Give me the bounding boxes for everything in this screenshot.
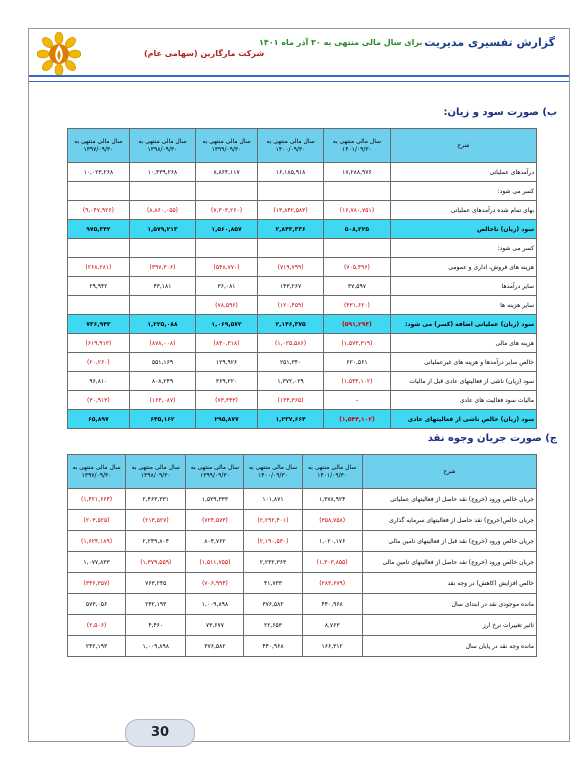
cashflow-col-header-4: سال مالی منتهی به ۱۳۹۸/۰۹/۳۰: [126, 455, 186, 489]
income-row: [68, 391, 537, 410]
cashflow-col-header-3: سال مالی منتهی به ۱۳۹۹/۰۹/۳۰: [186, 455, 244, 489]
income-cell: (۸۷۸,۰۰۸): [129, 334, 195, 353]
income-cell: (۱۳۴,۳۶۵): [257, 391, 323, 410]
income-cell: (۱,۵۴۴,۱۰۲): [324, 410, 390, 429]
income-row: [68, 182, 537, 201]
cashflow-cell: ۴۱,۷۳۳: [244, 573, 302, 594]
cashflow-cell: (۷۲۴,۵۷۳): [186, 510, 244, 531]
income-cell: (۱,۵۴۴,۱۰۲): [324, 372, 390, 391]
cashflow-row: [68, 531, 537, 552]
income-cell: ۱۶,۱۸۵,۹۱۸: [257, 163, 323, 182]
income-cell: ۵۰۸,۲۲۵: [324, 220, 390, 239]
income-row-label: سود (زیان) ناشی از فعالیتهای عادی قبل از مالیات: [390, 372, 536, 391]
cashflow-row-label: جریان خالص ورود (خروج) نقد حاصل از فعالیتهای تامین مالی: [362, 552, 536, 573]
cashflow-statement-title: ج) صورت جریان وجوه نقد: [427, 433, 557, 444]
cashflow-cell: ۲۴۲,۱۹۳: [68, 636, 126, 657]
cashflow-row: [68, 594, 537, 615]
cashflow-cell: ۲,۴۶۳,۳۳۱: [126, 489, 186, 510]
cashflow-row-label: تاثیر تغییرات نرخ ارز: [362, 615, 536, 636]
page-number-badge: [125, 719, 195, 747]
page-number: 30: [150, 725, 170, 740]
income-cell: ۶۲۰,۵۶۱: [324, 353, 390, 372]
income-cell: (۶۱۹,۹۱۳): [68, 334, 130, 353]
income-cell: ۲,۱۴۶,۳۷۵: [257, 315, 323, 334]
income-cell: ۱۰,۰۲۳,۲۶۸: [68, 163, 130, 182]
cashflow-row-label: مانده وجه نقد در پایان سال: [362, 636, 536, 657]
income-row: [68, 372, 537, 391]
income-cell: [196, 182, 258, 201]
income-row: [68, 220, 537, 239]
income-statement-title: ب) صورت سود و زیان:: [443, 107, 557, 118]
income-cell: ۱,۰۶۹,۵۷۲: [196, 315, 258, 334]
income-cell: (۷,۳۰۳,۲۶۰): [196, 201, 258, 220]
cashflow-row: [68, 615, 537, 636]
cashflow-cell: ۳۷۶,۵۸۲: [244, 594, 302, 615]
header-divider-thin: [29, 81, 569, 82]
income-row: [68, 334, 537, 353]
income-cell: (۱۳,۸۴۲,۵۸۳): [257, 201, 323, 220]
cashflow-cell: (۷۰۶,۹۹۴): [186, 573, 244, 594]
income-cell: (۱۲۰,۴۵۹): [257, 296, 323, 315]
income-cell: ۱,۵۷۹,۲۱۳: [129, 220, 195, 239]
income-cell: (۱,۵۷۳,۳۱۹): [324, 334, 390, 353]
cashflow-header-row: [68, 455, 537, 489]
income-cell: ۹۷۵,۳۴۲: [68, 220, 130, 239]
income-cell: ۱۴۳,۲۶۷: [257, 277, 323, 296]
cashflow-cell: (۱,۳۰۳,۸۵۵): [302, 552, 362, 573]
income-cell: (۱۶,۷۸۰,۷۵۱): [324, 201, 390, 220]
cashflow-row-label: جریان خالص(خروج) نقد حاصل از فعالیتهای سرمایه گذاری: [362, 510, 536, 531]
cashflow-cell: ۸۰۴,۷۶۲: [186, 531, 244, 552]
income-cell: (۳۰,۹۱۳): [68, 391, 130, 410]
income-cell: ۵۵۱,۱۶۹: [129, 353, 195, 372]
cashflow-cell: (۲۱۳,۵۲۷): [126, 510, 186, 531]
cashflow-col-header-1: سال مالی منتهی به ۱۴۰۱/۰۹/۳۰: [302, 455, 362, 489]
income-row: [68, 410, 537, 429]
cashflow-col-header-5: سال مالی منتهی به ۱۳۹۷/۰۹/۳۰: [68, 455, 126, 489]
cashflow-row: [68, 552, 537, 573]
income-row-label: هزینه های مالی: [390, 334, 536, 353]
income-row-label: سایر هزینه ها: [390, 296, 536, 315]
cashflow-row: [68, 489, 537, 510]
income-cell: ۱,۲۳۷,۶۶۴: [257, 410, 323, 429]
cashflow-cell: ۴,۴۶۰: [126, 615, 186, 636]
income-cell: ۸,۸۶۴,۱۱۷: [196, 163, 258, 182]
income-cell: ۲,۸۴۳,۳۳۶: [257, 220, 323, 239]
income-cell: ۴۳,۱۸۱: [129, 277, 195, 296]
income-col-header-2: سال مالی منتهی به ۱۴۰۰/۰۹/۳۰: [257, 129, 323, 163]
income-row: [68, 239, 537, 258]
cashflow-cell: ۴۴۰,۹۶۸: [244, 636, 302, 657]
cashflow-col-header-2: سال مالی منتهی به ۱۴۰۰/۰۹/۳۰: [244, 455, 302, 489]
cashflow-cell: (۲۸۳,۶۷۹): [302, 573, 362, 594]
income-cell: ۱,۳۷۲,۰۲۹: [257, 372, 323, 391]
cashflow-cell: ۷۶۳,۲۴۵: [126, 573, 186, 594]
cashflow-cell: ۱,۰۷۷,۸۳۳: [68, 552, 126, 573]
income-row-label: هزینه های فروش، اداری و عمومی: [390, 258, 536, 277]
income-col-header-0: شرح: [390, 129, 536, 163]
cashflow-cell: ۱۰۱,۸۷۱: [244, 489, 302, 510]
income-row-label: کسر می شود:: [390, 239, 536, 258]
income-cell: ۱,۵۶۰,۸۵۷: [196, 220, 258, 239]
income-cell: ۶۵,۸۹۷: [68, 410, 130, 429]
cashflow-row: [68, 636, 537, 657]
income-cell: ۳۶,۰۸۱: [196, 277, 258, 296]
income-cell: ۶۴۵,۱۶۲: [129, 410, 195, 429]
cashflow-row: [68, 510, 537, 531]
cashflow-cell: (۳۵۸,۷۵۸): [302, 510, 362, 531]
income-cell: (۷۳,۳۴۳): [196, 391, 258, 410]
income-cell: ۳۶۹,۲۲۰: [196, 372, 258, 391]
income-cell: [129, 239, 195, 258]
cashflow-cell: (۳۴۶,۳۵۷): [68, 573, 126, 594]
cashflow-row: [68, 573, 537, 594]
income-cell: [68, 239, 130, 258]
company-logo-icon: [37, 32, 81, 76]
cashflow-cell: (۲,۱۹۰,۵۳۰): [244, 531, 302, 552]
income-cell: ۱۷,۲۸۸,۹۷۶: [324, 163, 390, 182]
income-cell: [196, 239, 258, 258]
income-cell: ۷۳۶,۹۴۳: [68, 315, 130, 334]
income-cell: [129, 296, 195, 315]
income-col-header-3: سال مالی منتهی به ۱۳۹۹/۰۹/۳۰: [196, 129, 258, 163]
cashflow-cell: ۵۷۳,۰۵۶: [68, 594, 126, 615]
income-row-label: سود (زیان) ناخالص: [390, 220, 536, 239]
cashflow-cell: ۱,۳۷۸,۹۲۴: [302, 489, 362, 510]
cashflow-cell: ۸,۷۶۳: [302, 615, 362, 636]
income-cell: ۹۶,۸۱۰: [68, 372, 130, 391]
report-title: گزارش تفسیری مدیریت: [424, 36, 555, 49]
income-row-label: کسر می شود:: [390, 182, 536, 201]
income-cell: ۳۷,۵۹۷: [324, 277, 390, 296]
income-cell: (۱۶۳,۰۸۷): [129, 391, 195, 410]
income-row-label: درآمدهای عملیاتی: [390, 163, 536, 182]
income-row-label: بهای تمام شده درآمدهای عملیاتی: [390, 201, 536, 220]
income-cell: (۵۴۸,۷۷۰): [196, 258, 258, 277]
cashflow-cell: ۲,۲۴۹,۸۰۴: [126, 531, 186, 552]
cashflow-cell: ۴۴۰,۹۶۸: [302, 594, 362, 615]
income-row: [68, 163, 537, 182]
cashflow-col-header-0: شرح: [362, 455, 536, 489]
income-row: [68, 258, 537, 277]
cashflow-cell: ۲۴۲,۱۹۳: [126, 594, 186, 615]
cashflow-cell: ۷۳,۶۷۷: [186, 615, 244, 636]
income-cell: [129, 182, 195, 201]
income-cell: ۱۲۹,۹۲۶: [196, 353, 258, 372]
income-cell: [324, 239, 390, 258]
income-cell: (۷۱۹,۷۹۹): [257, 258, 323, 277]
cashflow-cell: (۲۰۳,۵۲۵): [68, 510, 126, 531]
company-name: شرکت مارگارین (سهامی عام): [144, 49, 265, 58]
income-cell: (۷۰۵,۴۹۶): [324, 258, 390, 277]
income-cell: (۵۹۱,۲۹۴): [324, 315, 390, 334]
income-row: [68, 315, 537, 334]
cashflow-cell: (۱,۶۲۴,۱۸۹): [68, 531, 126, 552]
cashflow-row-label: جریان خالص ورود (خروج) نقد قبل از فعالیتهای تامین مالی: [362, 531, 536, 552]
income-cell: (۸۳۰,۳۱۸): [196, 334, 258, 353]
income-row-label: مالیات سود فعالیت های عادی: [390, 391, 536, 410]
income-cell: (۲۶۸,۲۸۱): [68, 258, 130, 277]
income-cell: [324, 182, 390, 201]
cashflow-cell: (۲,۵۰۶): [68, 615, 126, 636]
cashflow-cell: ۲,۲۳۲,۳۶۳: [244, 552, 302, 573]
income-cell: [68, 182, 130, 201]
cashflow-cell: (۱,۳۷۹,۵۵۹): [126, 552, 186, 573]
cashflow-cell: ۱,۵۲۹,۳۳۳: [186, 489, 244, 510]
income-cell: ۱,۲۲۵,۰۸۸: [129, 315, 195, 334]
cashflow-cell: (۱,۴۲۱,۶۶۴): [68, 489, 126, 510]
income-row-label: سود (زیان) خالص ناشی از فعالیتهای عادی: [390, 410, 536, 429]
income-cell: (۱,۰۲۵,۵۸۶): [257, 334, 323, 353]
cashflow-cell: ۱۶۶,۳۱۲: [302, 636, 362, 657]
income-row: [68, 201, 537, 220]
cashflow-cell: (۱,۵۱۱,۷۵۵): [186, 552, 244, 573]
income-col-header-5: سال مالی منتهی به ۱۳۹۷/۰۹/۳۰: [68, 129, 130, 163]
income-row-label: سایر درآمدها: [390, 277, 536, 296]
income-header-row: [68, 129, 537, 163]
header-divider: [29, 75, 569, 77]
income-cell: (۷۸,۵۹۶): [196, 296, 258, 315]
income-row-label: خالص سایر درآمدها و هزینه های غیرعملیاتی: [390, 353, 536, 372]
cashflow-cell: ۲۲,۶۵۳: [244, 615, 302, 636]
income-statement-table: [67, 128, 537, 429]
income-cell: ۲۵۱,۳۴۰: [257, 353, 323, 372]
income-row: [68, 296, 537, 315]
cashflow-cell: ۱,۰۰۹,۸۹۸: [126, 636, 186, 657]
income-cell: ۱۰,۴۳۹,۲۶۸: [129, 163, 195, 182]
income-cell: (۲۰,۲۶۰): [68, 353, 130, 372]
income-row-label: سود (زیان) عملیاتی اضافه (کسر) می شود:: [390, 315, 536, 334]
income-cell: ۲۹۵,۸۷۷: [196, 410, 258, 429]
income-col-header-1: سال مالی منتهی به ۱۴۰۱/۰۹/۳۰: [324, 129, 390, 163]
income-cell: [257, 182, 323, 201]
cashflow-row-label: مانده موجودی نقد در ابتدای سال: [362, 594, 536, 615]
income-row: [68, 277, 537, 296]
page-frame: [28, 28, 570, 742]
income-cell: -: [324, 391, 390, 410]
income-cell: [257, 239, 323, 258]
report-period: برای سال مالی منتهی به ۳۰ آذر ماه ۱۴۰۱: [259, 38, 423, 47]
income-row: [68, 353, 537, 372]
income-cell: [68, 296, 130, 315]
income-cell: ۸۰۸,۲۴۹: [129, 372, 195, 391]
income-cell: (۳۹۷,۳۰۶): [129, 258, 195, 277]
income-cell: (۸,۸۶۰,۰۵۵): [129, 201, 195, 220]
cashflow-cell: ۱,۰۲۰,۱۷۶: [302, 531, 362, 552]
cashflow-row-label: خالص افزایش (کاهش) در وجه نقد: [362, 573, 536, 594]
income-cell: ۲۹,۹۴۲: [68, 277, 130, 296]
cashflow-statement-table: [67, 454, 537, 657]
income-col-header-4: سال مالی منتهی به ۱۳۹۸/۰۹/۳۰: [129, 129, 195, 163]
cashflow-cell: ۳۷۶,۵۸۲: [186, 636, 244, 657]
income-cell: (۴۳۱,۶۲۰): [324, 296, 390, 315]
cashflow-cell: (۲,۲۹۲,۴۰۱): [244, 510, 302, 531]
cashflow-cell: ۱,۰۰۹,۸۹۸: [186, 594, 244, 615]
cashflow-row-label: جریان خالص ورود (خروج) نقد حاصل از فعالیتهای عملیاتی: [362, 489, 536, 510]
income-cell: (۹,۰۴۷,۹۲۶): [68, 201, 130, 220]
